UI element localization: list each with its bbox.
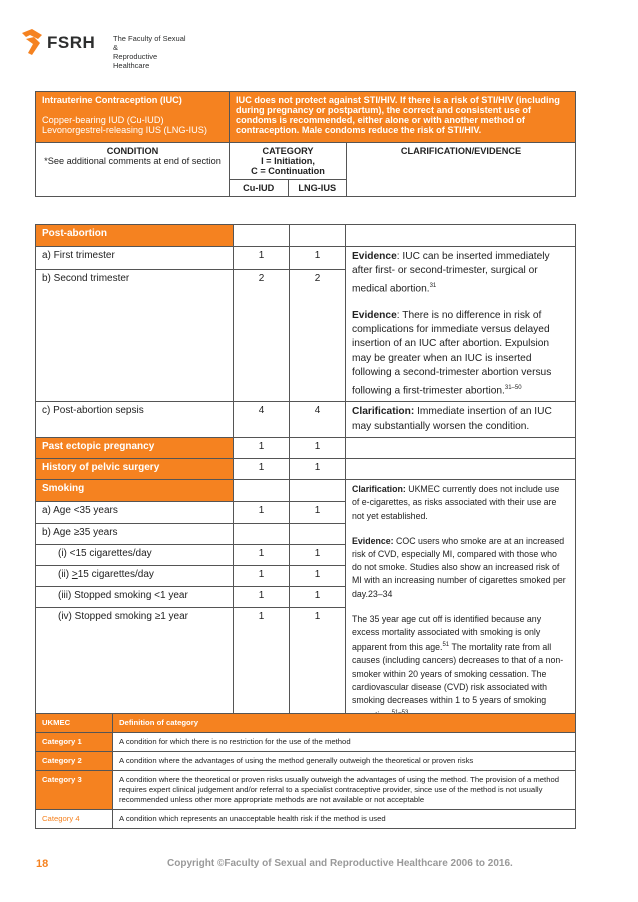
row-stopped-1yr-plus: (iv) Stopped smoking ≥1 year: [36, 607, 234, 725]
condition-label: CONDITION: [106, 146, 159, 156]
ectopic-cu: 1: [234, 438, 290, 459]
table-row: [36, 771, 576, 810]
15-plus-lng: 1: [290, 565, 346, 586]
ukmec-legend-table: [35, 713, 576, 829]
first-trimester-cu: 1: [234, 247, 290, 270]
table-row: [36, 752, 576, 771]
table-row: [36, 733, 576, 752]
table-row: [36, 402, 576, 438]
method-cu-iud: Copper-bearing IUD (Cu-IUD): [42, 115, 164, 125]
legend-definition-3: A condition where the theoretical or proven risks usually outweigh the advantages of using the method. The provision of a method requires expert clinical judgement and/or referral to a specialist contraceptive provider, since use of the method is not usually recommended unless other more appropriate methods are not available or not acceptable: [113, 771, 576, 810]
s2-prefix: (ii): [58, 568, 72, 580]
smoking-mortality-text: The mortality rate from all causes (including cancers) decreases to that of a non-smoker within 20 years of smoking cessation. The cardiovascular disease (CVD) risk associated with smoking decreases within 1 to 5 years of smoking: [352, 642, 564, 706]
conditions-table: [35, 224, 576, 726]
row-stopped-under-1yr: (iii) Stopped smoking <1 year: [36, 586, 234, 607]
under-15-cu: 1: [234, 544, 290, 565]
row-post-abortion-sepsis: c) Post-abortion sepsis: [36, 402, 234, 438]
smoking-age-text: The 35 year age cut off is identified because any excess mortality associated with smoking is only apparent from this age.: [352, 613, 542, 653]
condition-note: *See additional comments at end of section: [44, 156, 221, 166]
fsrh-emblem-icon: [20, 27, 46, 57]
copyright: Copyright ©Faculty of Sexual and Reproductive Healthcare 2006 to 2016.: [167, 858, 513, 869]
legend-category-2: Category 2: [36, 752, 113, 771]
condition-header: [36, 143, 230, 197]
evidence-label: Evidence: [352, 251, 397, 262]
row-under-15-cigs: (i) <15 cigarettes/day: [36, 544, 234, 565]
legend-category-3: Category 3: [36, 771, 113, 810]
evidence-text-2: : There is no difference in risk of complications for immediate versus delayed insertion of an IUC after abortion. Expulsion may be greater when an IUC is inserted following a second-trimester abortion versus following a first-trimester abortion.: [352, 309, 552, 397]
category-label: CATEGORY: [262, 146, 314, 156]
table-row: [36, 438, 576, 459]
clarification-label: Clarification:: [352, 406, 415, 418]
second-trimester-lng: 2: [290, 269, 346, 402]
logo-subtitle: The Faculty of Sexual & Reproductive Healthcare: [113, 34, 186, 70]
legend-definition-4: A condition which represents an unacceptable health risk if the method is used: [113, 810, 576, 829]
age-under-35-lng: 1: [290, 502, 346, 523]
stopped-1yr-plus-lng: 1: [290, 607, 346, 725]
sti-note-cell: [230, 92, 576, 143]
col-lng-ius: LNG-IUS: [288, 180, 347, 197]
under-15-lng: 1: [290, 544, 346, 565]
fsrh-logo: [20, 27, 190, 70]
table-row: [36, 459, 576, 480]
second-trimester-cu: 2: [234, 269, 290, 402]
first-trimester-lng: 1: [290, 247, 346, 270]
pelvic-lng: 1: [290, 459, 346, 480]
legend-header-ukmec: UKMEC: [36, 714, 113, 733]
row-age-35-plus: b) Age ≥35 years: [36, 523, 234, 544]
row-first-trimester: a) First trimester: [36, 247, 234, 270]
section-past-ectopic: Past ectopic pregnancy: [36, 438, 234, 459]
stopped-1yr-plus-cu: 1: [234, 607, 290, 725]
method-lng-ius: Levonorgestrel-releasing IUS (LNG-IUS): [42, 125, 207, 135]
ref-31-50: 31–50: [504, 384, 522, 391]
legend-definition-2: A condition where the advantages of using the method generally outweigh the theoretical or proven risks: [113, 752, 576, 771]
sepsis-clarification: [346, 402, 576, 438]
legend-category-1: Category 1: [36, 733, 113, 752]
smoking-evidence: [346, 480, 576, 726]
clarification-text: Immediate insertion of an IUC may substantially worsen the condition.: [352, 406, 552, 432]
section-pelvic-surgery: History of pelvic surgery: [36, 459, 234, 480]
table-row: [36, 247, 576, 270]
category-i: I = Initiation,: [261, 156, 315, 166]
section-smoking: Smoking: [36, 480, 234, 502]
ectopic-lng: 1: [290, 438, 346, 459]
method-heading: Intrauterine Contraception (IUC): [42, 95, 182, 105]
clarification-label: Clarification:: [352, 484, 406, 495]
row-second-trimester: b) Second trimester: [36, 269, 234, 402]
category-header: [230, 143, 347, 180]
table-row: [36, 480, 576, 502]
s2-symbol: >: [71, 568, 78, 580]
ref-31: 31: [429, 282, 437, 289]
sepsis-lng: 4: [290, 402, 346, 438]
post-abortion-evidence: [346, 247, 576, 402]
stopped-under-1yr-cu: 1: [234, 586, 290, 607]
stopped-under-1yr-lng: 1: [290, 586, 346, 607]
pelvic-cu: 1: [234, 459, 290, 480]
legend-definition-1: A condition for which there is no restriction for the use of the method: [113, 733, 576, 752]
s2-suffix: 15 cigarettes/day: [77, 568, 154, 580]
smoking-clarification-text: UKMEC currently does not include use of e-cigarettes, as risks associated with their use are not yet established.: [352, 484, 560, 521]
evidence-label: Evidence:: [352, 535, 394, 546]
evidence-text-1: : IUC can be inserted immediately after first- or second-trimester, surgical or medical abortion.: [352, 251, 550, 295]
row-age-under-35: a) Age <35 years: [36, 502, 234, 523]
ref-51: 51: [442, 642, 450, 649]
clarification-header: [347, 143, 576, 197]
legend-header-definition: Definition of category: [113, 714, 576, 733]
method-cell: [36, 92, 230, 143]
row-15-plus-cigs: [36, 565, 234, 586]
age-under-35-cu: 1: [234, 502, 290, 523]
logo-text: FSRH: [47, 33, 96, 52]
clarification-label: CLARIFICATION/EVIDENCE: [400, 146, 522, 156]
col-cu-iud: Cu-IUD: [230, 180, 289, 197]
table-row: [36, 810, 576, 829]
smoking-evidence-text: COC users who smoke are at an increased risk of CVD, especially MI, compared with those who do not smoke. Studies also show an increased risk of MI with an increasing number of cigarettes smoked per day.23–34: [352, 535, 566, 599]
evidence-label: Evidence: [352, 309, 397, 321]
sti-note: IUC does not protect against STI/HIV. If there is a risk of STI/HIV (including during pregnancy or postpartum), the correct and consistent use of condoms is recommended, either alone or with another method of contraception. Male condoms reduce the risk of STI/HIV.: [236, 95, 560, 135]
section-post-abortion: Post-abortion: [36, 225, 234, 247]
sepsis-cu: 4: [234, 402, 290, 438]
category-c: C = Continuation: [251, 166, 325, 176]
15-plus-cu: 1: [234, 565, 290, 586]
intro-table: [35, 91, 576, 197]
legend-category-4: Category 4: [36, 810, 113, 829]
page-number: 18: [36, 858, 49, 870]
